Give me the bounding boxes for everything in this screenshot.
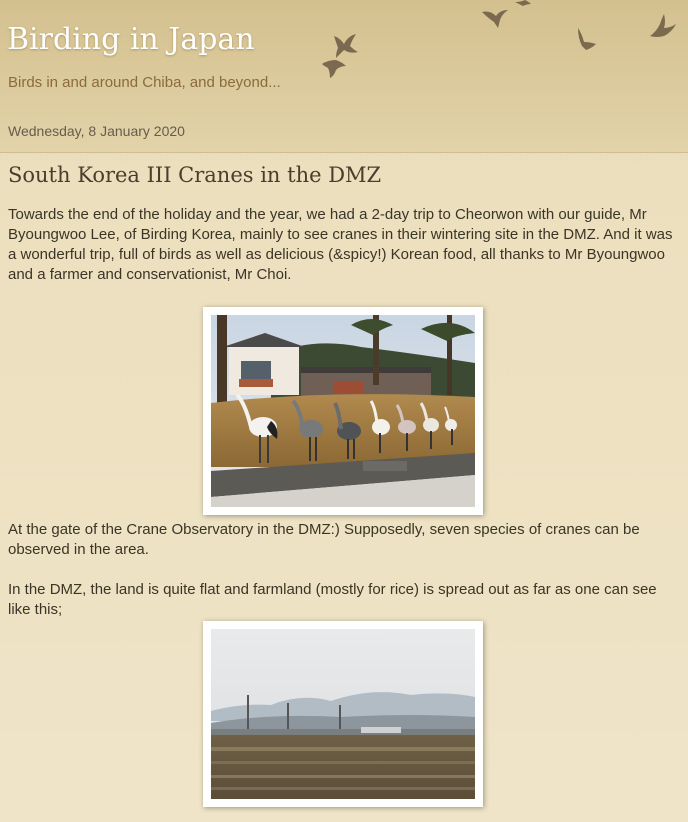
- post-date: Wednesday, 8 January 2020: [8, 123, 185, 139]
- bird-icon: [322, 60, 346, 78]
- crane-statues-image: [211, 315, 475, 507]
- bird-icon: [334, 34, 358, 58]
- bird-icon: [650, 14, 676, 37]
- blog-title[interactable]: Birding in Japan: [7, 22, 255, 57]
- post-title[interactable]: South Korea III Cranes in the DMZ: [8, 163, 382, 187]
- dmz-farmland-image: [211, 629, 475, 799]
- crane-statues-photo[interactable]: [203, 307, 483, 515]
- bird-icon: [578, 28, 596, 50]
- post-paragraph-dmz-land: In the DMZ, the land is quite flat and farmland (mostly for rice) is spread out as far as one can see like this;: [8, 581, 657, 618]
- bird-icon: [482, 10, 508, 28]
- bird-icon: [515, 0, 531, 6]
- dmz-farmland-photo[interactable]: [203, 621, 483, 807]
- blog-subtitle: Birds in and around Chiba, and beyond...: [8, 74, 281, 91]
- blog-header: [0, 0, 688, 153]
- post-paragraph-intro: Towards the end of the holiday and the year, we had a 2-day trip to Cheorwon with our guide, Mr Byoungwoo Lee, of Birding Korea, mainly to see cranes in their wintering site in the DMZ. And it was a wonderful trip, full of birds as well as delicious (&spicy!) Korean food, all thanks to Mr Byoungwoo and a farmer and conservationist, Mr Choi.: [8, 206, 673, 283]
- photo-caption-crane-observatory: At the gate of the Crane Observatory in the DMZ:) Supposedly, seven species of cranes can be observed in the area.: [8, 521, 640, 558]
